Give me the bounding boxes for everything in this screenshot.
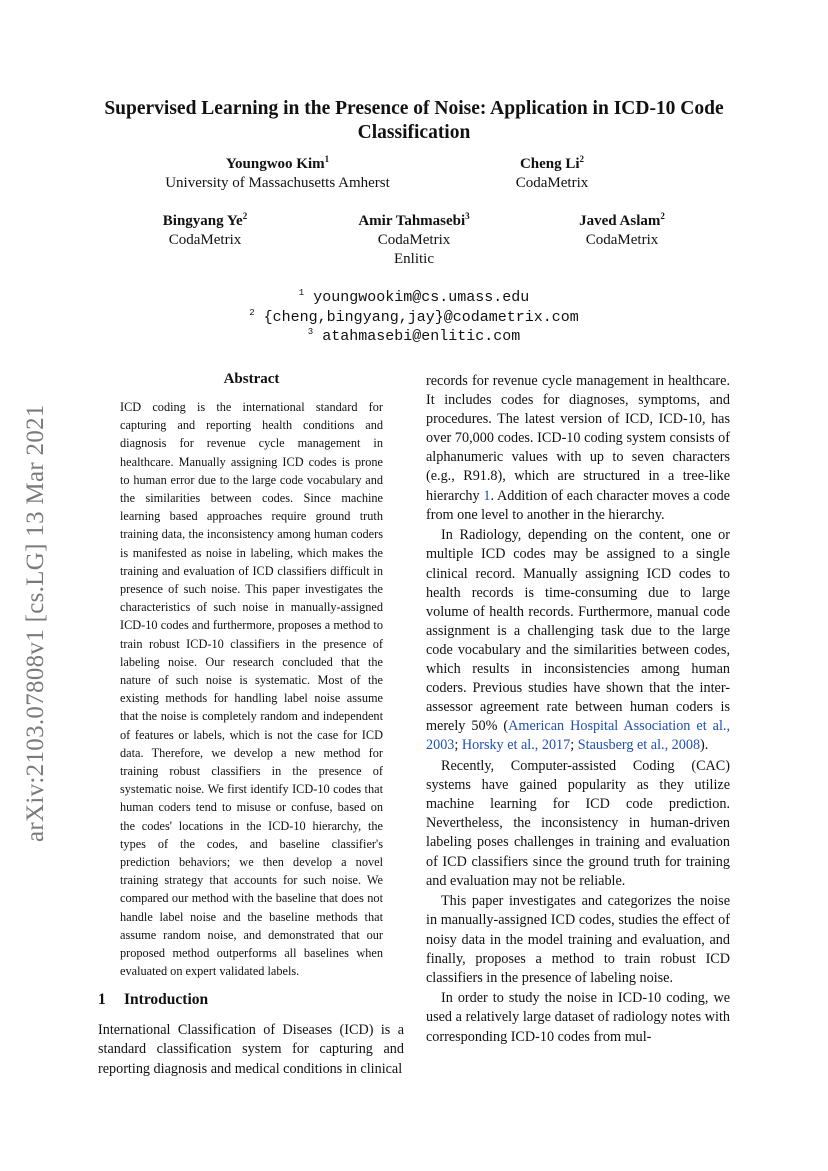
- author-affiliation: CodaMetrix: [585, 232, 659, 248]
- author-name: Youngwoo Kim$^1$: [225, 154, 330, 172]
- author-name: Amir Tahmasebi$^3$: [358, 211, 470, 229]
- intro-left-text: International Classification of Diseases (ICD) is a standard classification system for capturing and reporting diagnosis and medical conditions in clinical: [98, 1022, 404, 1077]
- arxiv-stamp: arXiv:2103.07808v1 [cs.LG] 13 Mar 2021: [22, 404, 49, 842]
- author-name: Cheng Li$^2$: [519, 154, 585, 172]
- paragraph: records for revenue cycle management in healthcare. It includes codes for diagnoses, symptoms, and procedures. The latest version of ICD, ICD-10, has over 70,000 codes. ICD-10 coding system consists of alphanumeric values with up to seven characters (e.g., R91.8), which are structured in a tree-like hierarchy 1. Addition of each character moves a code from one level to another in the hierarchy.: [426, 373, 730, 523]
- citation-link[interactable]: Horsky et al., 2017: [461, 737, 571, 754]
- email-list: [160, 288, 668, 347]
- paper-title: Supervised Learning in the Presence of Noise: Application in ICD-10 Code Classification: [104, 98, 724, 143]
- section-heading: [98, 991, 208, 1009]
- author-affiliation: CodaMetrix: [515, 175, 589, 191]
- email-line: $^3$ atahmasebi@enlitic.com: [307, 327, 521, 345]
- email-link[interactable]: atahmasebi@enlitic.com: [322, 328, 521, 345]
- email-link[interactable]: {cheng,bingyang,jay}@codametrix.com: [263, 308, 579, 326]
- citation-link[interactable]: Stausberg et al., 2008: [577, 737, 701, 754]
- author-affiliation: CodaMetrix: [377, 232, 451, 248]
- author-name: Bingyang Ye$^2$: [162, 211, 248, 229]
- author-affiliation-2: Enlitic: [394, 251, 434, 267]
- email-link[interactable]: youngwookim@cs.umass.edu: [313, 289, 530, 306]
- author-block-2: [472, 155, 632, 193]
- figure-ref-link[interactable]: 1: [483, 487, 491, 504]
- author-block-1: [150, 155, 405, 193]
- section-number: 1: [98, 991, 106, 1008]
- paragraph: In order to study the noise in ICD-10 coding, we used a relatively large dataset of radiology notes with corresponding ICD-10 codes from mul-: [426, 990, 730, 1045]
- author-affiliation: University of Massachusetts Amherst: [165, 175, 390, 191]
- citation-link[interactable]: American Hospital Association et al., 2003: [426, 718, 730, 754]
- paragraph: In Radiology, depending on the content, one or multiple ICD codes may be assigned to a single clinical record. Manually assigning ICD codes to health records is time-consuming due to large volume of health records. Furthermore, manual code assignment is a challenging task due to the large code vocabulary and the similarities between codes, which results in inconsistencies among human coders. Previous studies have shown that the inter-assessor agreement rate between human coders is merely 50% (American Hospital Association et al., 2003; Horsky et al., 2017; Stausberg et al., 2008).: [426, 527, 730, 754]
- author-affiliation: CodaMetrix: [168, 232, 242, 248]
- intro-right-column: [426, 372, 730, 1047]
- author-block-5: [547, 212, 697, 250]
- author-block-4: [334, 212, 494, 269]
- author-name: Javed Aslam$^2$: [579, 211, 665, 229]
- email-line: $^1$ youngwookim@cs.umass.edu: [298, 288, 530, 306]
- author-block-3: [130, 212, 280, 250]
- email-line: $^2$ {cheng,bingyang,jay}@codametrix.com: [249, 307, 579, 326]
- section-title: Introduction: [124, 991, 209, 1008]
- abstract-text: ICD coding is the international standard for capturing and reporting health conditions and diagnosis for revenue cycle management in healthcare. Manually assigning ICD codes is prone to human error due to the large code vocabulary and the similarities between codes. Since machine learning based approaches require ground truth training data, the inconsistency among human coders is manifested as noise in labeling, which makes the training and evaluation of ICD classifiers difficult in presence of such noise. This paper investigates the characteristics of such noise in manually-assigned ICD-10 codes and furthermore, proposes a method to train robust ICD-10 classifiers in the presence of labeling noise. Our research concluded that the nature of such noise is systematic. Most of the existing methods for handling label noise assume that the noise is completely random and independent of features or labels, which is not the case for ICD data. Therefore, we develop a new method for training robust classifiers in the presence of systematic noise. We first identify ICD-10 codes that human coders tend to misuse or confuse, based on the codes' locations in the ICD-10 hierarchy, the types of the codes, and baseline classifier's prediction behaviors; we then develop a novel training strategy that accounts for such noise. We compared our method with the baseline that does not handle label noise and the baseline methods that assume random noise, and demonstrated that our proposed method outperforms all baselines when evaluated on expert validated labels.: [120, 400, 383, 979]
- abstract-heading: Abstract: [223, 371, 280, 387]
- paragraph: Recently, Computer-assisted Coding (CAC) systems have gained popularity as they utilize machine learning for ICD code prediction. Nevertheless, the inconsistency in human-driven labeling poses challenges in training and evaluation of ICD classifiers since the ground truth for training and evaluation may not be reliable.: [426, 758, 730, 889]
- paragraph: This paper investigates and categorizes the noise in manually-assigned ICD codes, studies the effect of noisy data in the model training and evaluation, and finally, proposes a method to train robust ICD classifiers in the presence of labeling noise.: [426, 893, 730, 986]
